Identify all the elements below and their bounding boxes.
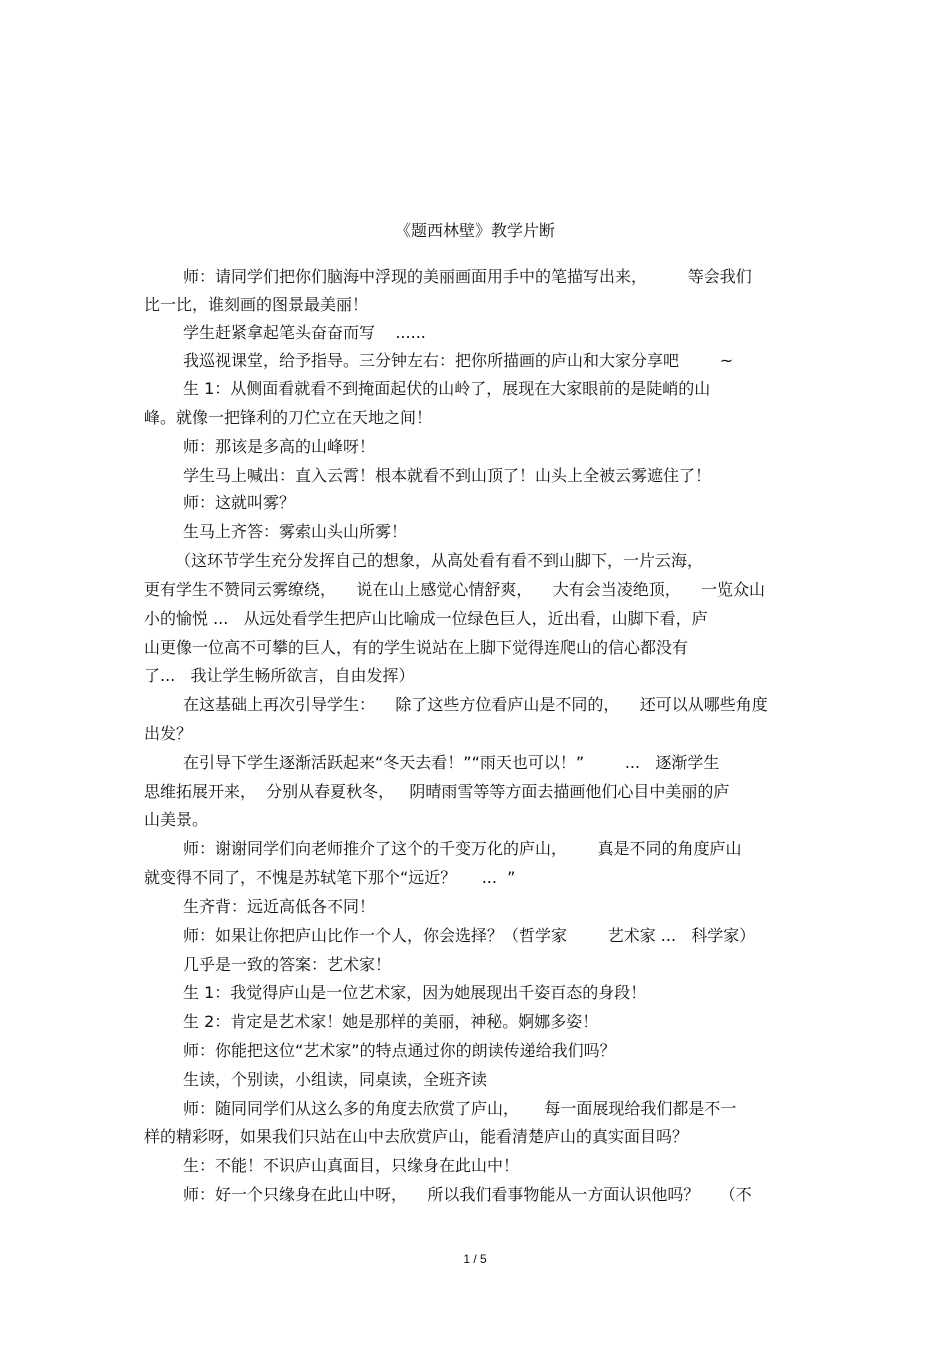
text-line: 生马上齐答：雾索山头山所雾！ — [183, 522, 408, 541]
text-line: 生齐背：远近高低各不同！ — [183, 897, 376, 916]
text-line: 师：好一个只缘身在此山中呀， 所以我们看事物能从一方面认识他吗？ （不 — [183, 1185, 752, 1204]
text-line: 师：如果让你把庐山比作一个人，你会选择？（哲学家 艺术家 ... 科学家） — [183, 926, 756, 945]
text-line: 生读，个别读，小组读，同桌读，全班齐读 — [183, 1070, 488, 1089]
text-line: 生 1：从侧面看就看不到掩面起伏的山岭了，展现在大家眼前的是陡峭的山 — [183, 379, 711, 398]
text-line: 几乎是一致的答案：艺术家！ — [183, 955, 392, 974]
text-line: 山美景。 — [144, 810, 209, 829]
text-line: 小的愉悦 ... 从远处看学生把庐山比喻成一位绿色巨人，近出看，山脚下看，庐 — [144, 609, 708, 628]
text-line: 比一比，谁刻画的图景最美丽！ — [144, 295, 369, 314]
text-line: 生 1：我觉得庐山是一位艺术家，因为她展现出千姿百态的身段！ — [183, 983, 647, 1002]
text-line: 出发？ — [144, 724, 193, 743]
text-line: 在这基础上再次引导学生： 除了这些方位看庐山是不同的， 还可以从哪些角度 — [183, 695, 768, 714]
text-line: 师：请同学们把你们脑海中浮现的美丽画面用手中的笔描写出来， 等会我们 — [183, 267, 752, 286]
text-line: 我巡视课堂，给予指导。三分钟左右：把你所描画的庐山和大家分享吧 ~ — [183, 351, 734, 370]
text-line: 学生赶紧拿起笔头奋奋而写 ...... — [183, 323, 426, 342]
text-line: 师：这就叫雾？ — [183, 493, 296, 512]
document-title: 《题西林壁》教学片断 — [394, 221, 555, 240]
text-line: 师：谢谢同学们向老师推介了这个的千变万化的庐山， 真是不同的角度庐山 — [183, 839, 742, 858]
text-line: 生 2：肯定是艺术家！她是那样的美丽，神秘。婀娜多姿！ — [183, 1012, 599, 1031]
text-line: 峰。就像一把锋利的刀伫立在天地之间！ — [144, 408, 433, 427]
text-line: 生：不能！不识庐山真面目，只缘身在此山中！ — [183, 1156, 520, 1175]
text-line: 就变得不同了，不愧是苏轼笔下那个“远近？ ... ” — [144, 868, 516, 887]
text-line: 学生马上喊出：直入云霄！根本就看不到山顶了！山头上全被云雾遮住了！ — [183, 466, 712, 485]
text-line: 在引导下学生逐渐活跃起来“冬天去看！”“雨天也可以！” ... 逐渐学生 — [183, 753, 720, 772]
text-line: 师：那该是多高的山峰呀！ — [183, 437, 376, 456]
text-line: 师：随同同学们从这么多的角度去欣赏了庐山， 每一面展现给我们都是不一 — [183, 1099, 737, 1118]
text-line: 思维拓展开来， 分别从春夏秋冬， 阴晴雨雪等等方面去描画他们心目中美丽的庐 — [144, 782, 730, 801]
text-line: 更有学生不赞同云雾缭绕， 说在山上感觉心情舒爽， 大有会当凌绝顶， 一览众山 — [144, 580, 766, 599]
text-line: （这环节学生充分发挥自己的想象，从高处看有看不到山脚下，一片云海， — [175, 551, 704, 570]
text-line: 了... 我让学生畅所欲言，自由发挥） — [144, 666, 415, 685]
text-line: 山更像一位高不可攀的巨人，有的学生说站在上脚下觉得连爬山的信心都没有 — [144, 638, 689, 657]
text-line: 样的精彩呀，如果我们只站在山中去欣赏庐山，能看清楚庐山的真实面目吗？ — [144, 1127, 689, 1146]
page-number: 1 / 5 — [463, 1252, 487, 1266]
text-line: 师：你能把这位“艺术家”的特点通过你的朗读传递给我们吗？ — [183, 1041, 616, 1060]
